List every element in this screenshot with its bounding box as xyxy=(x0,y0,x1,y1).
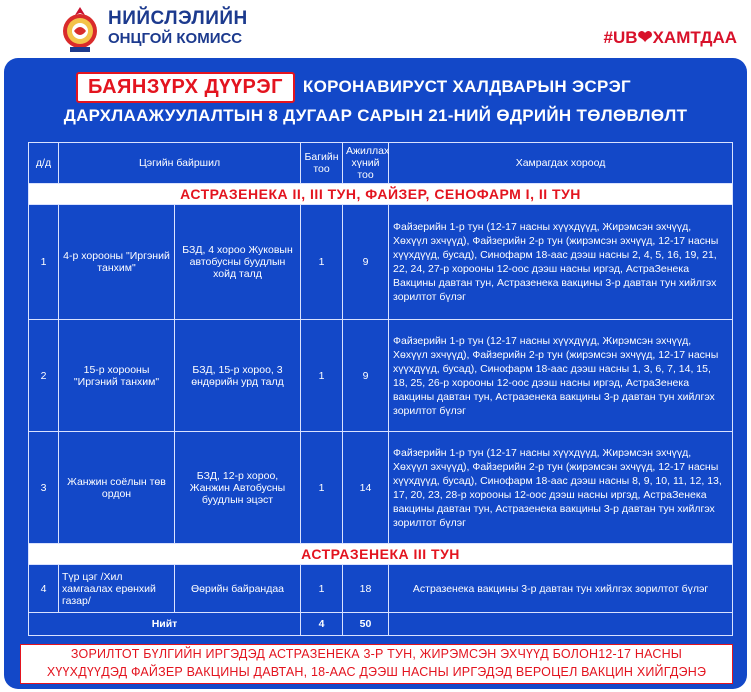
heart-icon: ❤ xyxy=(637,27,653,47)
total-label: Нийт xyxy=(29,613,301,636)
table-row xyxy=(29,205,733,320)
row-num: 1 xyxy=(29,205,59,320)
table-row xyxy=(29,565,733,613)
site-address: Өөрийн байрандаа xyxy=(175,565,301,613)
worker-count: 18 xyxy=(343,565,389,613)
page-header xyxy=(0,0,751,56)
coverage-text: Файзерийн 1-р тун (12-17 насны хүүхдүүд, Жирэмсэн эхчүүд, Хөхүүл эхчүүд), Файзерийн 2-р тун (жирэмсэн эхчүүд, 12-17 насны хүүхдүүд, бусад), Синофарм 18-аас дээш насны 2, 4, 5, 16, 19, 21, 22, 24, 27-р хорооны 12-оос дээш насны иргэд, АстраЗенека Вакцины давтан тун, Астразенека вакцины 3-р давтан тун хийлгэх зорилтот бүлэг xyxy=(389,205,733,320)
vaccination-table xyxy=(28,142,733,636)
header-workers: Ажиллах хүний тоо xyxy=(343,143,389,184)
section1-label: АСТРАЗЕНЕКА II, III ТУН, ФАЙЗЕР, СЕНОФАРМ I, II ТУН xyxy=(180,186,581,202)
site-address: БЗД, 15-р хороо, 3 өндөрийн урд талд xyxy=(175,320,301,432)
city-emblem-icon xyxy=(55,5,105,53)
section2-label: АСТРАЗЕНЕКА III ТУН xyxy=(301,546,460,562)
hashtag-suffix: ХАМТДАА xyxy=(652,28,737,47)
campaign-hashtag xyxy=(603,27,737,48)
org-name-line2: ОНЦГОЙ КОМИСС xyxy=(108,30,243,47)
worker-count: 9 xyxy=(343,205,389,320)
team-count: 1 xyxy=(301,432,343,544)
site-address: БЗД, 12-р хороо, Жанжин Автобусны буудлын эцэст xyxy=(175,432,301,544)
site-name: Түр цэг /Хил хамгаалах ерөнхий газар/ xyxy=(59,565,175,613)
title-line1-rest: КОРОНАВИРУСТ ХАЛДВАРЫН ЭСРЭГ xyxy=(302,77,631,96)
worker-count: 9 xyxy=(343,320,389,432)
table-row xyxy=(29,432,733,544)
org-name-line1: НИЙСЛЭЛИЙН xyxy=(108,8,248,29)
team-count: 1 xyxy=(301,205,343,320)
team-count: 1 xyxy=(301,565,343,613)
header-teams: Багийн тоо xyxy=(301,143,343,184)
coverage-text: Файзерийн 1-р тун (12-17 насны хүүхдүүд, Жирэмсэн эхчүүд, Хөхүүл эхчүүд), Файзерийн 2-р тун (жирэмсэн эхчүүд, 12-17 насны хүүхдүүд, бусад), Синофарм 18-аас дээш насны 8, 9, 10, 11, 12, 13, 17, 20, 23, 28-р хорооны 12-оос дээш насны иргэд, АстраЗенека вакцины давтан тун, Астразенека вакцины 3-р давтан тун хийлгэх зорилтот бүлэг xyxy=(389,432,733,544)
section-header-row xyxy=(29,184,733,205)
district-name: БАЯНЗҮРХ ДҮҮРЭГ xyxy=(76,72,295,103)
header-location: Цэгийн байршил xyxy=(59,143,301,184)
header-coverage: Хамрагдах хороод xyxy=(389,143,733,184)
site-name: 4-р хорооны "Иргэний танхим" xyxy=(59,205,175,320)
header-num: д/д xyxy=(29,143,59,184)
footer-line1: ЗОРИЛТОТ БҮЛГИЙН ИРГЭДЭД АСТРАЗЕНЕКА 3-Р ТУН, ЖИРЭМСЭН ЭХЧҮҮД БОЛОН12-17 НАСНЫ xyxy=(70,647,683,661)
footer-line2: ХҮҮХДҮҮДЭД ФАЙЗЕР ВАКЦИНЫ ДАВТАН, 18-ААС ДЭЭШ НАСНЫ ИРГЭДЭД ВЕРОЦЕЛ ВАКЦИН ХИЙГДЭНЭ xyxy=(46,665,707,679)
title-line1 xyxy=(76,71,631,103)
total-teams: 4 xyxy=(301,613,343,636)
footer-note xyxy=(20,644,733,684)
org-name xyxy=(108,9,248,46)
schedule-panel xyxy=(4,58,747,689)
coverage-text: Астразенека вакцины 3-р давтан тун хийлгэх зорилтот бүлэг xyxy=(389,565,733,613)
section-header-row xyxy=(29,544,733,565)
total-row xyxy=(29,613,733,636)
row-num: 2 xyxy=(29,320,59,432)
team-count: 1 xyxy=(301,320,343,432)
site-name: Жанжин соёлын төв ордон xyxy=(59,432,175,544)
site-name: 15-р хорооны "Иргэний танхим" xyxy=(59,320,175,432)
total-workers: 50 xyxy=(343,613,389,636)
row-num: 3 xyxy=(29,432,59,544)
title-line2: ДАРХЛААЖУУЛАЛТЫН 8 ДУГААР САРЫН 21-НИЙ ӨДРИЙН ТӨЛӨВЛӨЛТ xyxy=(63,106,688,125)
table-header-row xyxy=(29,143,733,184)
table-row xyxy=(29,320,733,432)
hashtag-prefix: #UB xyxy=(603,28,638,47)
site-address: БЗД, 4 хороо Жуковын автобусны буудлын хойд талд xyxy=(175,205,301,320)
row-num: 4 xyxy=(29,565,59,613)
worker-count: 14 xyxy=(343,432,389,544)
coverage-text: Файзерийн 1-р тун (12-17 насны хүүхдүүд, Жирэмсэн эхчүүд, Хөхүүл эхчүүд), Файзерийн 2-р тун (жирэмсэн эхчүүд, 12-17 насны хүүхдүүд, бусад), Синофарм 18-аас дээш насны 1, 3, 6, 7, 14, 15, 18, 25, 26-р хорооны 12-оос дээш насны иргэд, АстраЗенека вакцины давтан тун, Астразенека вакцины 3-р давтан тун хийлгэх зорилтот бүлэг xyxy=(389,320,733,432)
